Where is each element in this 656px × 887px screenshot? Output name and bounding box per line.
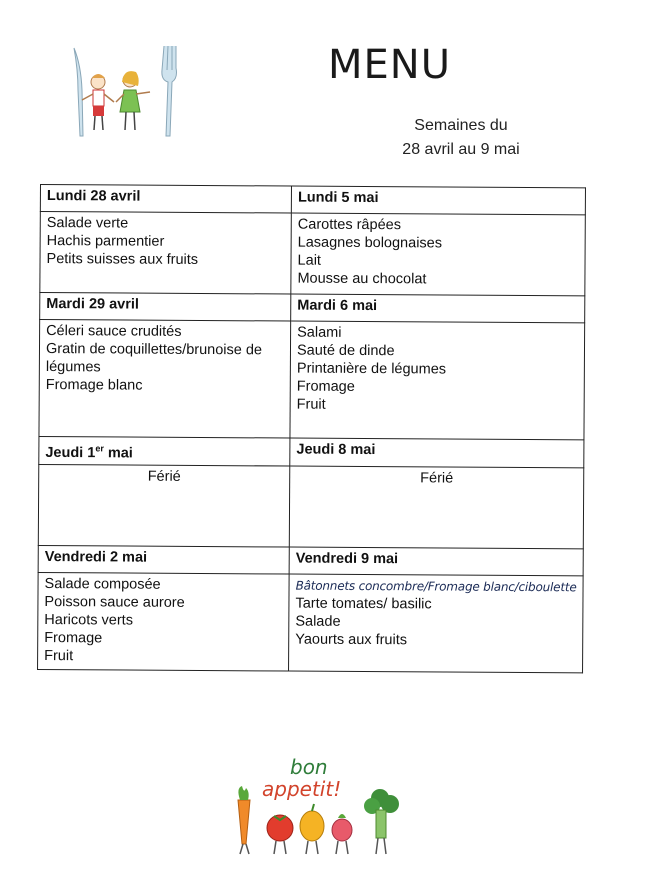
page-title: MENU: [328, 42, 451, 88]
header-main: Jeudi 1: [45, 444, 96, 462]
day-header: Lundi 28 avril: [40, 185, 291, 214]
menu-item: Lasagnes bolognaises: [297, 234, 443, 252]
menu-item: Salade: [295, 613, 341, 630]
day-menu: [291, 213, 585, 296]
day-header: Mardi 29 avril: [40, 293, 291, 322]
week-subtitle: [386, 114, 536, 162]
menu-item: Yaourts aux fruits: [295, 631, 408, 649]
menu-item: Printanière de légumes: [296, 360, 447, 378]
header-superscript: er: [95, 443, 104, 454]
menu-item: Fromage: [44, 629, 103, 647]
menu-item: Carottes râpées: [297, 216, 402, 234]
day-header: [39, 436, 290, 465]
menu-item: Petits suisses aux fruits: [46, 251, 199, 268]
menu-item: Fruit: [296, 396, 326, 413]
day-header: Mardi 6 mai: [291, 294, 585, 323]
day-menu: [40, 212, 292, 295]
menu-item: Fromage: [296, 378, 355, 395]
menu-item: Gratin de coquillettes/brunoise de: [45, 341, 263, 359]
menu-item: Hachis parmentier: [46, 233, 165, 250]
holiday-cell: [289, 466, 583, 549]
day-header: Vendredi 2 mai: [38, 545, 289, 574]
menu-item: Haricots verts: [44, 611, 134, 629]
menu-item: Salade composée: [44, 575, 161, 593]
handwritten-menu-item: Bâtonnets concombre/Fromage blanc/ciboulette: [295, 578, 577, 595]
menu-table: [37, 184, 586, 673]
bon-appetit-illustration: [216, 748, 416, 858]
holiday-label: Férié: [420, 470, 454, 487]
subtitle-line-2: 28 avril au 9 mai: [402, 141, 520, 158]
day-header: Jeudi 8 mai: [290, 438, 584, 468]
menu-item: Fruit: [44, 647, 74, 665]
subtitle-line-1: Semaines du: [414, 117, 508, 134]
menu-item: Tarte tomates/ basilic: [295, 595, 432, 613]
footer-bon-text: bon: [290, 755, 328, 779]
header-tail: mai: [103, 445, 133, 462]
menu-item: Salade verte: [46, 215, 129, 232]
children-cutlery-logo: [64, 40, 184, 140]
holiday-cell: [38, 464, 290, 547]
day-header: Lundi 5 mai: [291, 186, 585, 215]
day-header: Vendredi 9 mai: [289, 547, 583, 576]
menu-item: Fromage blanc: [45, 377, 143, 394]
day-menu: [290, 321, 585, 440]
menu-item: Céleri sauce crudités: [46, 323, 182, 340]
menu-item: légumes: [45, 359, 101, 376]
day-menu: [38, 572, 290, 671]
menu-item: Salami: [297, 324, 342, 341]
day-menu: [39, 320, 291, 439]
menu-item: Lait: [297, 252, 322, 269]
footer-appetit-text: appetit!: [262, 777, 342, 801]
day-menu: [289, 574, 584, 673]
menu-item: Sauté de dinde: [296, 342, 395, 360]
holiday-label: Férié: [147, 468, 181, 485]
menu-item: Poisson sauce aurore: [44, 593, 185, 611]
menu-item: Mousse au chocolat: [297, 270, 427, 288]
